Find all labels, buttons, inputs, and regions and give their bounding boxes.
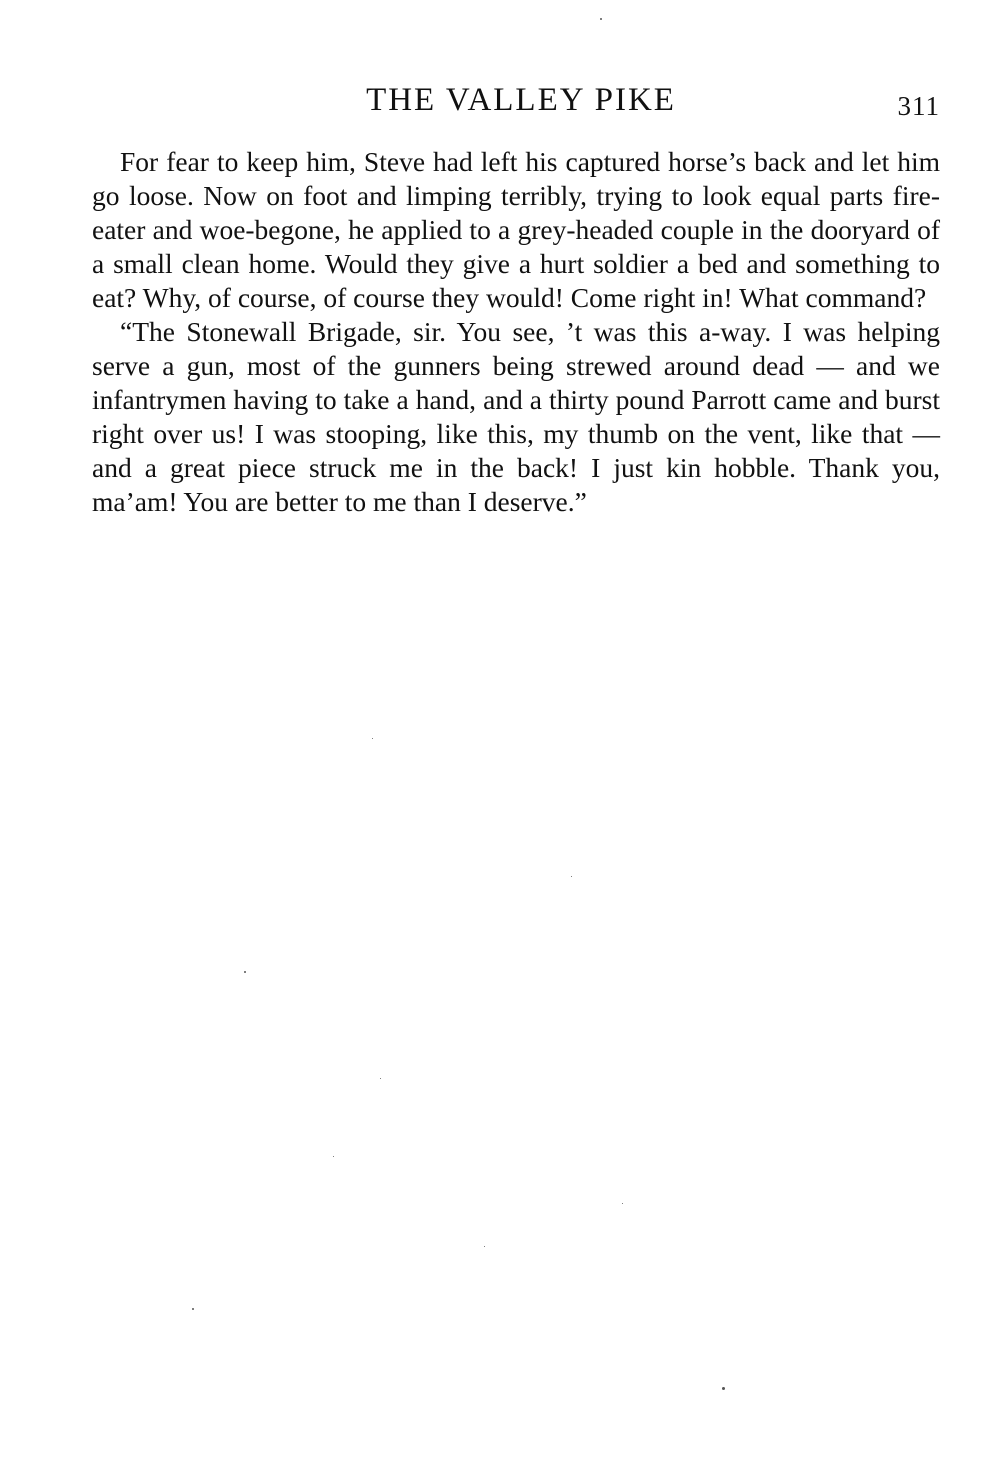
paragraph-2: “The Stonewall Brigade, sir. You see, ’t was this a-way. I was helping serve a gun, most of the gunners being strewed around dead — and we infantrymen having to take a hand, and a thirty pound Parrott came and burst right over us! I was stooping, like this, my thumb on the vent, like that — and a great piece struck me in the back! I just kin hobble. Thank you, ma’am! You are better to me than I deserve.” xyxy=(92,316,940,517)
body-text xyxy=(92,145,940,519)
scan-speck xyxy=(484,1246,485,1247)
scan-speck xyxy=(622,1203,623,1204)
paragraph-1: For fear to keep him, Steve had left his captured horse’s back and let him go loose. Now on foot and limping terribly, trying to look equal parts fire-eater and woe-begone, he applied to a grey-headed couple in the dooryard of a small clean home. Would they give a hurt soldier a bed and something to eat? Why, of course, of course they would! Come right in! What command? xyxy=(92,146,940,313)
running-head xyxy=(92,78,940,122)
scan-speck xyxy=(380,1078,381,1079)
scan-speck xyxy=(244,971,246,973)
scan-speck xyxy=(333,1156,334,1157)
scan-speck xyxy=(192,1308,194,1310)
scan-speck xyxy=(571,876,572,877)
chapter-title: THE VALLEY PIKE xyxy=(366,82,676,118)
scan-speck xyxy=(600,18,602,20)
scan-speck xyxy=(372,738,373,739)
scan-speck xyxy=(722,1387,725,1390)
page-number: 311 xyxy=(897,91,940,121)
